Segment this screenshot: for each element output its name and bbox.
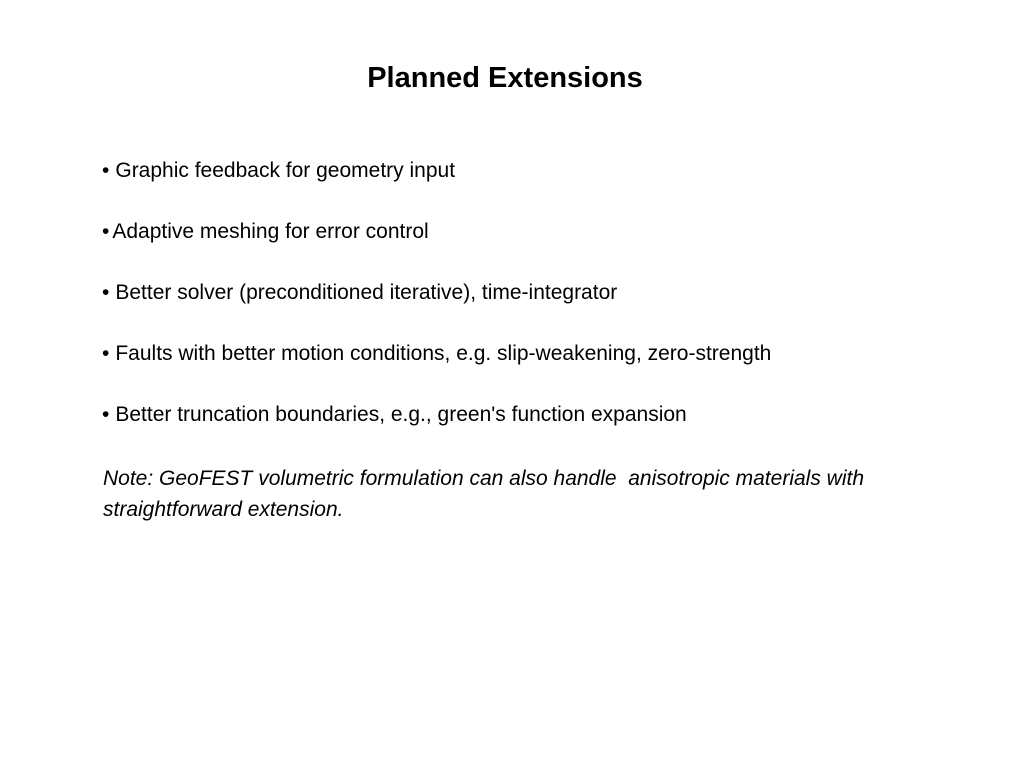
bullet-item bbox=[102, 216, 962, 248]
bullet-dot-icon: • bbox=[102, 342, 110, 365]
bullet-text: Better solver (preconditioned iterative), time-integrator bbox=[115, 281, 618, 304]
bullet-text: Graphic feedback for geometry input bbox=[115, 159, 456, 182]
slide-title: Planned Extensions bbox=[367, 62, 643, 94]
bullet-dot-icon: • bbox=[102, 159, 110, 182]
bullet-text: Better truncation boundaries, e.g., green's function expansion bbox=[115, 403, 687, 426]
bullet-dot-icon: • bbox=[102, 403, 110, 426]
bullet-list bbox=[102, 155, 962, 460]
bullet-item bbox=[102, 277, 962, 309]
bullet-item bbox=[102, 155, 962, 187]
bullet-item bbox=[102, 338, 962, 370]
bullet-dot-icon: • bbox=[102, 281, 110, 304]
bullet-dot-icon: • bbox=[102, 220, 110, 243]
bullet-text: Faults with better motion conditions, e.g. slip-weakening, zero-strength bbox=[115, 342, 772, 365]
bullet-item bbox=[102, 399, 962, 431]
bullet-text: Adaptive meshing for error control bbox=[112, 220, 429, 243]
slide-note: Note: GeoFEST volumetric formulation can also handle anisotropic materials with straightforward extension. bbox=[103, 467, 870, 521]
